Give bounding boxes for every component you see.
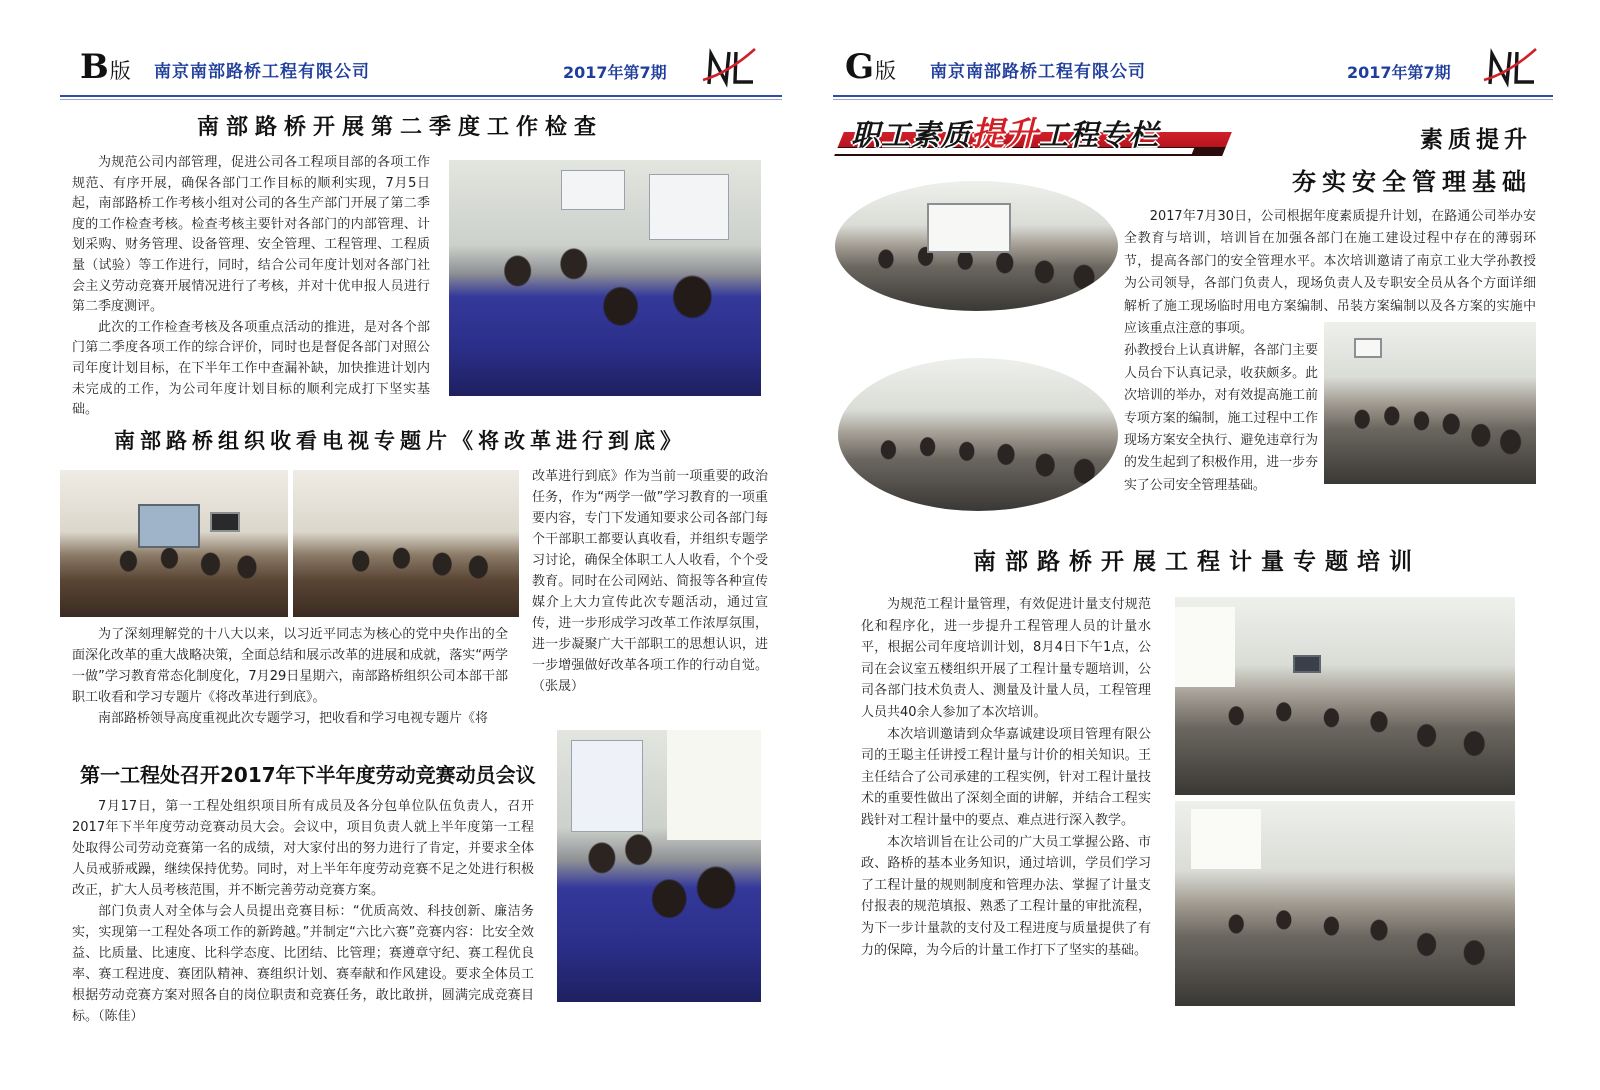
window — [667, 730, 761, 840]
article-body-tv-program-left — [72, 624, 508, 729]
photo-labor-contest-meeting — [557, 730, 761, 1002]
header-rule — [60, 95, 782, 97]
photo-safety-training-lecture-hall — [835, 181, 1118, 311]
wall-tv — [1293, 655, 1321, 673]
company-name: 南京南部路桥工程有限公司 — [930, 62, 1146, 82]
paragraph: 南部路桥领导高度重视此次专题学习，把收看和学习电视专题片《将 — [98, 711, 489, 726]
edition-label — [80, 47, 131, 91]
article-body-quarterly-check — [72, 153, 430, 421]
edition-label — [845, 47, 896, 91]
paragraph: 本次培训邀请到众华嘉诚建设项目管理有限公司的王聪主任讲授工程计量与计价的相关知识。王主任结合了公司承建的工程实例，针对工程计量技术的重要性做出了深刻全面的讲解，并结合工程实践针对工程计量中的要点、难点进行深入教学。 — [861, 726, 1151, 828]
paragraph: 改革进行到底》作为当前一项重要的政治任务，作为“两学一做”学习教育的一项重要内容，专门下发通知要求公司各部门每个干部职工都要认真收看，并组织专题学习讨论，确保全体职工人人收看，个个受教育。同时在公司网站、简报等各种宣传媒介上大力宣传此次专题活动，通过宣传，进一步形成学习改革工作浓厚氛围，进一步凝聚广大干部职工的思想认识，进一步增强做好改革各项工作的行动自觉。（张晟） — [532, 469, 768, 694]
paragraph: 为规范公司内部管理，促进公司各工程项目部的各项工作规范、有序开展，确保各部门工作目标的顺利实现，7月5日起，南部路桥工作考核小组对公司的各生产部门开展了第二季度的工作检查考核。检查考核主要针对各部门的内部管理、计划采购、财务管理、设备管理、安全管理、工程管理、工程质量（试验）等工作进行，同时，结合公司年度计划对各部门社会主义劳动竞赛开展情况进行了考核，并对十优申报人员进行第二季度测评。 — [72, 155, 430, 315]
header-rule — [833, 95, 1553, 97]
article-body-safety-training — [1124, 206, 1536, 497]
paragraph: 2017年7月30日，公司根据年度素质提升计划，在路通公司举办安全教育与培训，培训旨在加强各部门在施工建设过程中存在的薄弱环节，提高各部门的安全管理水平。本次培训邀请了南京工业大学孙教授为公司领导，各部门负责人，现场负责人及专职安全员从各个方面详细解析了施工现场临时用电方案编制、吊装方案编制以及各方案的实施中应该重点注意的事项。 — [1124, 209, 1536, 337]
paragraph: 7月17日，第一工程处组织项目所有成员及各分包单位队伍负责人，召开2017年下半年度劳动竞赛动员大会。会议中，项目负责人就上半年度第一工程处取得公司劳动竞赛第一名的成绩，对大家付出的努力进行了肯定，并要求全体人员戒骄戒躁，继续保持优势。同时，对上半年年度劳动竞赛不足之处进行积极改正，扩大人员考核范围，并不断完善劳动竞赛方案。 — [72, 799, 534, 898]
edition-letter: B — [80, 47, 109, 87]
article-body-measurement-training — [861, 594, 1151, 961]
notice-board — [649, 174, 729, 240]
paragraph: 孙教授台上认真讲解，各部门主要人员台下认真记录，收获颇多。此次培训的举办，对有效提高施工前专项方案的编制，施工过程中工作现场方案安全执行、避免违章行为的发生起到了积极作用，进一步夯实了公司安全管理基础。 — [1124, 343, 1318, 493]
article-title-labor-contest: 第一工程处召开2017年下半年度劳动竞赛动员会议 — [80, 763, 536, 787]
header-rule-thin — [833, 99, 1553, 100]
article-title-safety-line2: 夯实安全管理基础 — [1292, 168, 1532, 196]
company-logo-icon — [702, 46, 756, 90]
company-logo-graphic — [702, 46, 756, 90]
photo-measurement-training-front — [1175, 597, 1515, 795]
notice-board — [561, 170, 625, 210]
column-banner — [833, 112, 1233, 162]
projection-screen — [927, 203, 1011, 253]
article-title-safety-line1: 素质提升 — [1420, 127, 1532, 153]
notice-board — [571, 740, 643, 832]
banner-title-highlight: 提升 — [971, 114, 1040, 153]
banner-title-part1: 职工素质 — [851, 118, 972, 152]
company-logo-graphic — [1483, 46, 1537, 90]
window — [1191, 809, 1261, 869]
article-body-labor-contest — [72, 796, 534, 1027]
company-name: 南京南部路桥工程有限公司 — [154, 62, 370, 82]
photo-safety-training-audience — [838, 358, 1118, 511]
article-title-tv-program: 南部路桥组织收看电视专题片《将改革进行到底》 — [114, 429, 686, 453]
paragraph: 为规范工程计量管理，有效促进计量支付规范化和程序化，进一步提升工程管理人员的计量水平，根据公司年度培训计划，8月4日下午1点，公司在会议室五楼组织开展了工程计量专题培训，公司各部门技术负责人、测量及计量人员，工程管理人员共40余人参加了本次培训。 — [861, 597, 1151, 720]
banner-title-part3: 工程专栏 — [1039, 118, 1160, 152]
projection-screen — [138, 504, 200, 548]
banner-title — [851, 114, 1159, 155]
article-title-quarterly-check: 南部路桥开展第二季度工作检查 — [196, 115, 603, 140]
right-page — [800, 0, 1600, 1090]
paragraph: 为了深刻理解党的十八大以来，以习近平同志为核心的党中央作出的全面深化改革的重大战略决策，全面总结和展示改革的进展和成就，落实“两学一做”学习教育常态化制度化，7月29日星期六，南部路桥组织公司本部干部职工收看和学习专题片《将改革进行到底》。 — [72, 627, 508, 705]
company-logo-icon — [1483, 46, 1537, 90]
article-body-tv-program-right — [532, 466, 768, 697]
wall-tv — [210, 512, 240, 532]
window — [1175, 607, 1235, 687]
edition-suffix: 版 — [875, 59, 897, 83]
paragraph: 部门负责人对全体与会人员提出竞赛目标：“优质高效、科技创新、廉洁务实，实现第一工程处各项工作的新跨越。”并制定“六比六赛”竞赛内容：比安全效益、比质量、比速度、比科学态度、比团结、比管理；赛遵章守纪、赛工程优良率、赛工程进度、赛团队精神、赛组织计划、赛奉献和作风建设。要求全体员工根据劳动竞赛方案对照各自的岗位职责和竞赛任务，敢比敢拼，圆满完成竞赛目标。（陈佳） — [72, 904, 534, 1024]
edition-suffix: 版 — [109, 59, 131, 83]
photo-tv-program-audience — [293, 470, 519, 617]
paragraph: 此次的工作检查考核及各项重点活动的推进，是对各个部门第二季度各项工作的综合评价，同时也是督促各部门对照公司年度计划目标，在下半年工作中查漏补缺，加快推进计划内未完成的工作，为公司年度计划目标的顺利完成打下坚实基础。 — [72, 319, 430, 418]
photo-safety-training-class — [1324, 322, 1536, 484]
edition-letter: G — [845, 47, 875, 87]
photo-quarterly-check-meeting — [449, 160, 761, 396]
photo-tv-program-hall-front — [60, 470, 288, 617]
paragraph: 本次培训旨在让公司的广大员工掌握公路、市政、路桥的基本业务知识，通过培训，学员们学习了工程计量的规则制度和管理办法、掌握了计量支付报表的规范填报、熟悉了工程计量的审批流程，为下一步计量款的支付及工程进度与质量提供了有力的保障，为今后的计量工作打下了坚实的基础。 — [861, 834, 1151, 958]
issue-number: 2017年第7期 — [1347, 63, 1451, 82]
article-title-measurement-training: 南部路桥开展工程计量专题培训 — [973, 549, 1421, 575]
issue-number: 2017年第7期 — [563, 63, 667, 82]
photo-measurement-training-audience — [1175, 801, 1515, 1006]
header-rule-thin — [60, 99, 782, 100]
projection-screen — [1354, 338, 1382, 358]
